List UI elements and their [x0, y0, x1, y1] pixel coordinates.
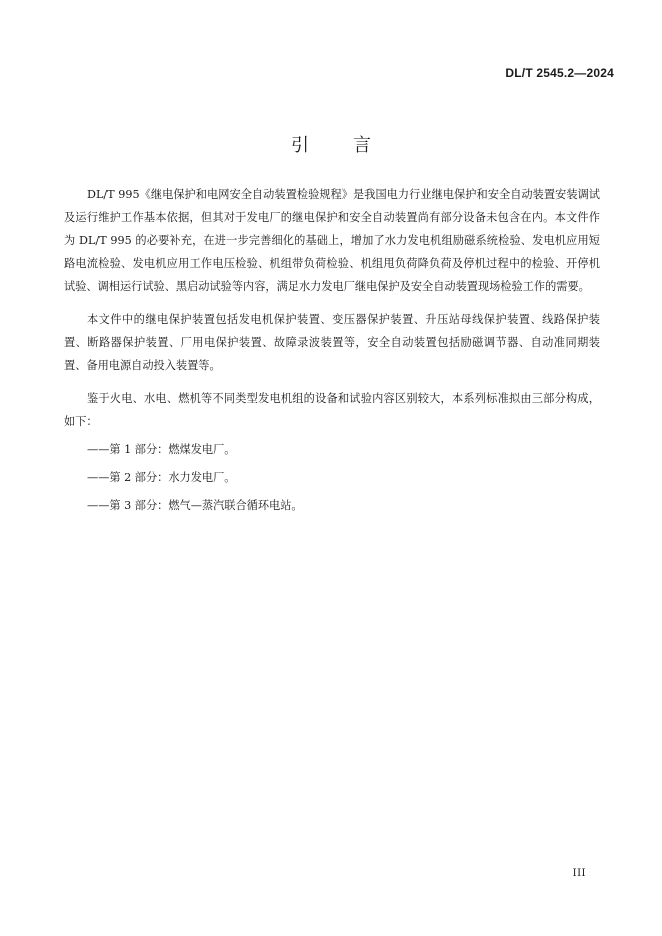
part-list-item-3: ——第 3 部分：燃气—蒸汽联合循环电站。 — [87, 499, 303, 512]
paragraph-devices: 本文件中的继电保护装置包括发电机保护装置、变压器保护装置、升压站母线保护装置、线路保护装置、断路器保护装置、厂用电保护装置、故障录波装置等，安全自动装置包括励磁调节器、自动准同期装置、备用电源自动投入装置等。 — [64, 313, 600, 372]
paragraph-series: 鉴于火电、水电、燃机等不同类型发电机组的设备和试验内容区别较大，本系列标准拟由三部分构成，如下： — [64, 392, 600, 428]
part-list-item-1: ——第 1 部分：燃煤发电厂。 — [87, 443, 236, 456]
paragraph-intro: DL/T 995《继电保护和电网安全自动装置检验规程》是我国电力行业继电保护和安全自动装置安装调试及运行维护工作基本依据，但其对于发电厂的继电保护和安全自动装置尚有部分设备未包含在内。本文件作为 DL/T 995 的必要补充，在进一步完善细化的基础上，增加了水力发电机组励磁系统检验、发电机应用短路电流检验、发电机应用工作电压检验、机组带负荷检验、机组甩负荷降负荷及停机过程中的检验、开停机试验、调相运行试验、黑启动试验等内容，满足水力发电厂继电保护及安全自动装置现场检验工作的需要。 — [64, 188, 600, 293]
body-text — [64, 183, 600, 517]
standard-number: DL/T 2545.2—2024 — [505, 66, 614, 80]
page-title: 引言 — [291, 135, 415, 156]
part-list-item-2: ——第 2 部分：水力发电厂。 — [87, 471, 236, 484]
page-number: III — [572, 868, 586, 879]
